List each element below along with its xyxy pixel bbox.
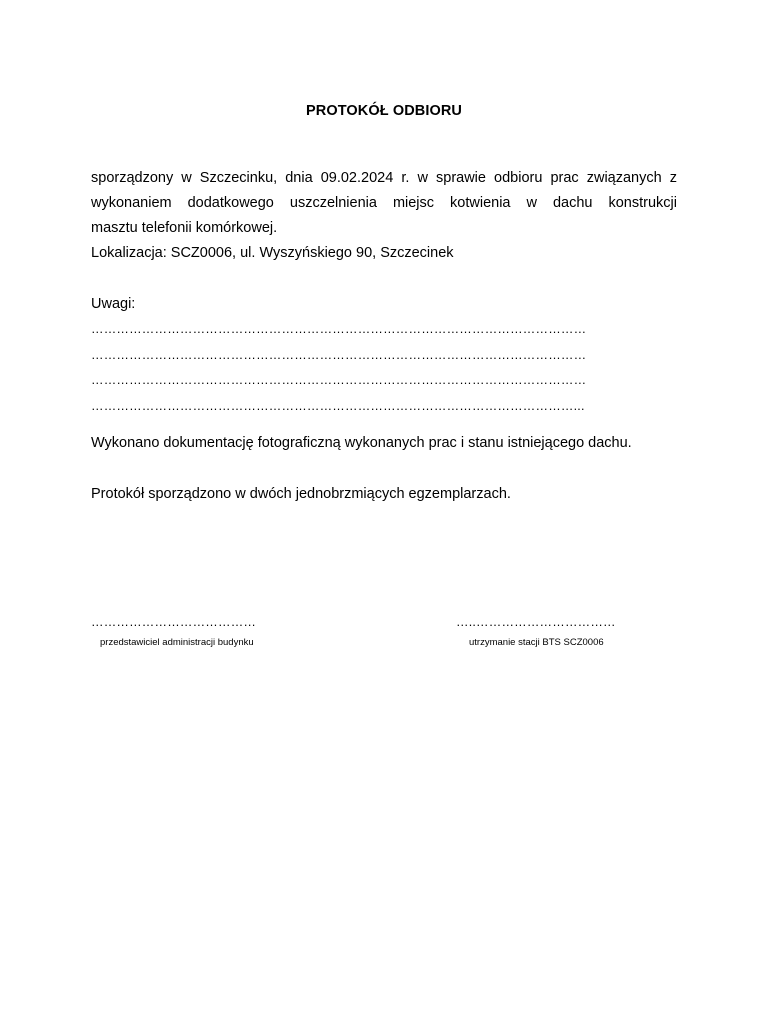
signature-left bbox=[91, 612, 256, 650]
signature-left-label: przedstawiciel administracji budynku bbox=[100, 637, 254, 648]
intro-paragraph bbox=[91, 166, 677, 266]
location-line: Lokalizacja: SCZ0006, ul. Wyszyńskiego 90, Szczecinek bbox=[91, 245, 454, 261]
intro-line-2: wykonaniem dodatkowego uszczelnienia miejsc kotwienia w dachu konstrukcji bbox=[91, 195, 677, 211]
signature-right-line: …..…………………………… bbox=[456, 615, 616, 629]
remarks-section bbox=[91, 292, 677, 419]
intro-line-1: sporządzony w Szczecinku, dnia 09.02.2024 r. w sprawie odbioru prac związanych z bbox=[91, 170, 677, 186]
document-title: PROTOKÓŁ ODBIORU bbox=[305, 103, 462, 119]
copies-note: Protokół sporządzono w dwóch jednobrzmiących egzemplarzach. bbox=[91, 486, 511, 502]
signature-right bbox=[456, 612, 616, 650]
documentation-note: Wykonano dokumentację fotograficzną wykonanych prac i stanu istniejącego dachu. bbox=[91, 435, 632, 451]
remarks-line-2: ……………………………………………………………………………………………………… bbox=[91, 347, 587, 362]
remarks-label: Uwagi: bbox=[91, 296, 136, 312]
remarks-line-1: ……………………………………………………………………………………………………… bbox=[91, 322, 587, 336]
signature-right-label: utrzymanie stacji BTS SCZ0006 bbox=[469, 637, 604, 648]
signature-left-line: ………………………………… bbox=[91, 615, 257, 629]
remarks-line-4: ……………………………………………………………………………………………………... bbox=[91, 398, 585, 413]
intro-line-3: masztu telefonii komórkowej. bbox=[91, 220, 278, 236]
remarks-line-3: ……………………………………………………………………………………………………… bbox=[91, 373, 587, 387]
